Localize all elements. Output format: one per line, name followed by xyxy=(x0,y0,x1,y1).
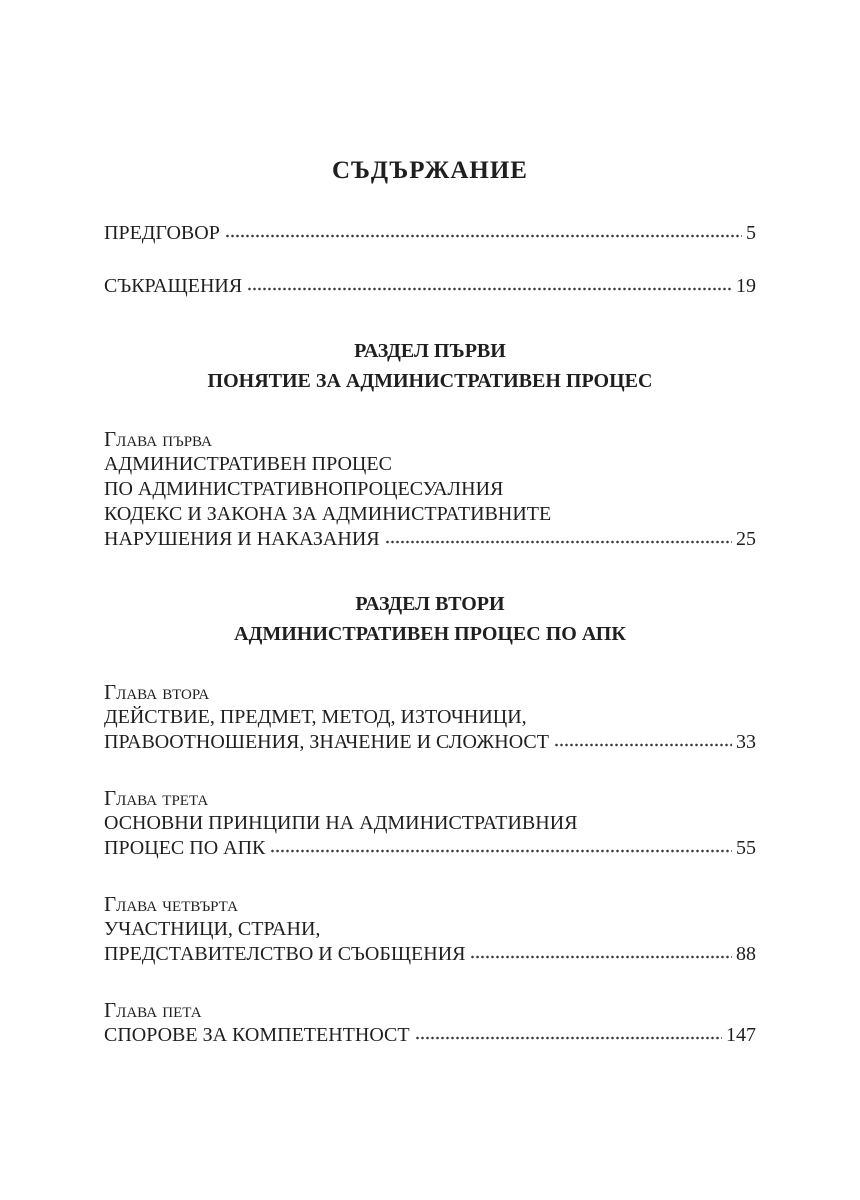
section-heading-1 xyxy=(104,336,756,396)
page-number: 5 xyxy=(746,222,756,244)
chapter-entry-3 xyxy=(104,785,756,861)
chapter-label: Глава трета xyxy=(104,786,209,810)
chapter-entry-1 xyxy=(104,426,756,552)
chapter-entry-2 xyxy=(104,679,756,755)
toc-entry-foreword xyxy=(104,220,756,246)
page-number: 88 xyxy=(736,943,756,965)
chapter-title-line: СПОРОВЕ ЗА КОМПЕТЕНТНОСТ xyxy=(104,1024,410,1046)
chapter-last-line-row xyxy=(104,1023,756,1048)
dot-leader xyxy=(247,278,732,292)
entry-label: ПРЕДГОВОР xyxy=(104,222,220,244)
page-number: 55 xyxy=(736,837,756,859)
section-heading-line: РАЗДЕЛ ПЪРВИ xyxy=(354,340,506,362)
chapter-last-line-row xyxy=(104,730,756,755)
chapter-title-line: ПРАВООТНОШЕНИЯ, ЗНАЧЕНИЕ И СЛОЖНОСТ xyxy=(104,731,549,753)
chapter-title-line: ПРЕДСТАВИТЕЛСТВО И СЪОБЩЕНИЯ xyxy=(104,943,466,965)
chapter-title-line: ОСНОВНИ ПРИНЦИПИ НА АДМИНИСТРАТИВНИЯ xyxy=(104,812,578,834)
dot-leader xyxy=(270,840,732,854)
dot-leader xyxy=(415,1027,722,1041)
chapter-title-line: АДМИНИСТРАТИВЕН ПРОЦЕС xyxy=(104,453,392,475)
chapter-last-line-row xyxy=(104,836,756,861)
entry-label: СЪКРАЩЕНИЯ xyxy=(104,275,243,297)
chapter-title-line: ПРОЦЕС ПО АПК xyxy=(104,837,266,859)
chapter-label: Глава първа xyxy=(104,427,212,451)
page-number: 25 xyxy=(736,528,756,550)
chapter-entry-5 xyxy=(104,997,756,1048)
section-heading-line: АДМИНИСТРАТИВЕН ПРОЦЕС ПО АПК xyxy=(234,623,626,645)
section-heading-line: РАЗДЕЛ ВТОРИ xyxy=(355,593,505,615)
chapter-title-line: ПО АДМИНИСТРАТИВНОПРОЦЕСУАЛНИЯ xyxy=(104,478,504,500)
toc-entry-abbreviations xyxy=(104,273,756,299)
chapter-entry-4 xyxy=(104,891,756,967)
chapter-label: Глава пета xyxy=(104,998,202,1022)
chapter-last-line-row xyxy=(104,527,756,552)
page-title: СЪДЪРЖАНИЕ xyxy=(332,157,528,184)
dot-leader xyxy=(225,225,742,239)
chapter-title-line: НАРУШЕНИЯ И НАКАЗАНИЯ xyxy=(104,528,380,550)
chapter-title-line: УЧАСТНИЦИ, СТРАНИ, xyxy=(104,918,321,940)
page-number: 33 xyxy=(736,731,756,753)
dot-leader xyxy=(554,734,732,748)
dot-leader xyxy=(470,946,732,960)
chapter-label: Глава втора xyxy=(104,680,210,704)
chapter-last-line-row xyxy=(104,942,756,967)
section-heading-2 xyxy=(104,589,756,649)
section-heading-line: ПОНЯТИЕ ЗА АДМИНИСТРАТИВЕН ПРОЦЕС xyxy=(207,370,653,392)
page-number: 147 xyxy=(726,1024,756,1046)
chapter-title-line: КОДЕКС И ЗАКОНА ЗА АДМИНИСТРАТИВНИТЕ xyxy=(104,503,552,525)
chapter-label: Глава четвърта xyxy=(104,892,238,916)
dot-leader xyxy=(385,531,732,545)
page-number: 19 xyxy=(736,275,756,297)
chapter-title-line: ДЕЙСТВИЕ, ПРЕДМЕТ, МЕТОД, ИЗТОЧНИЦИ, xyxy=(104,706,527,728)
